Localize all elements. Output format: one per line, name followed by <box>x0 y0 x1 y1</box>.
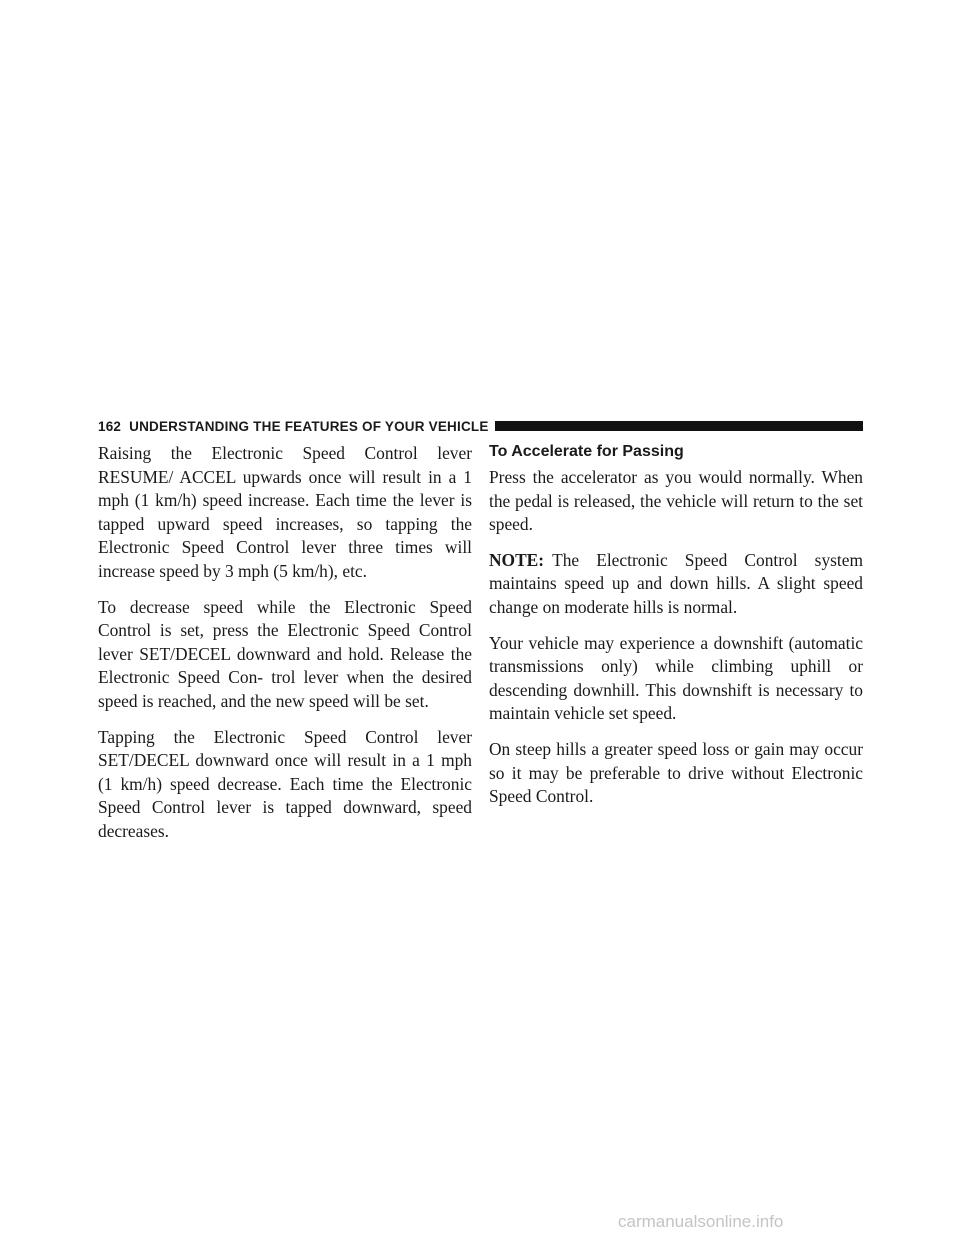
section-title: UNDERSTANDING THE FEATURES OF YOUR VEHICLE <box>129 418 489 434</box>
left-column <box>98 442 472 856</box>
paragraph-steep-hills: On steep hills a greater speed loss or gain may occur so it may be preferable to drive without Electronic Speed Control. <box>489 738 863 807</box>
paragraph-decrease-speed: To decrease speed while the Electronic Speed Control is set, press the Electronic Speed Control lever SET/DECEL downward and hold. Release the Electronic Speed Con- trol lever when the desired speed is reached, and the new speed will be set. <box>98 596 472 711</box>
header-rule <box>495 421 863 431</box>
subheading-accelerate-passing: To Accelerate for Passing <box>489 443 684 460</box>
note-text: The Electronic Speed Control system maintains speed up and down hills. A slight speed change on moderate hills is normal. <box>489 549 863 617</box>
page-number: 162 <box>98 418 122 434</box>
watermark: carmanualsonline.info <box>618 1212 784 1231</box>
note-paragraph <box>489 549 863 620</box>
paragraph-downshift: Your vehicle may experience a downshift (automatic transmissions only) while climbing uphill or descending downhill. This downshift is necessary to maintain vehicle set speed. <box>489 632 863 724</box>
right-column <box>489 442 863 821</box>
paragraph-tap-decel: Tapping the Electronic Speed Control lever SET/DECEL downward once will result in a 1 mph (1 km/h) speed decrease. Each time the Electronic Speed Control lever is tapped downward, speed decreases. <box>98 726 472 841</box>
note-label: NOTE: <box>489 549 545 570</box>
paragraph-resume-accel: Raising the Electronic Speed Control lever RESUME/ ACCEL upwards once will result in a 1 mph (1 km/h) speed increase. Each time the lever is tapped upward speed increases, so tapping the Electronic Speed Control lever three times will increase speed by 3 mph (5 km/h), etc. <box>98 443 472 581</box>
page-header <box>98 416 863 436</box>
paragraph-accelerator: Press the accelerator as you would normally. When the pedal is released, the vehicle will return to the set speed. <box>489 467 863 535</box>
